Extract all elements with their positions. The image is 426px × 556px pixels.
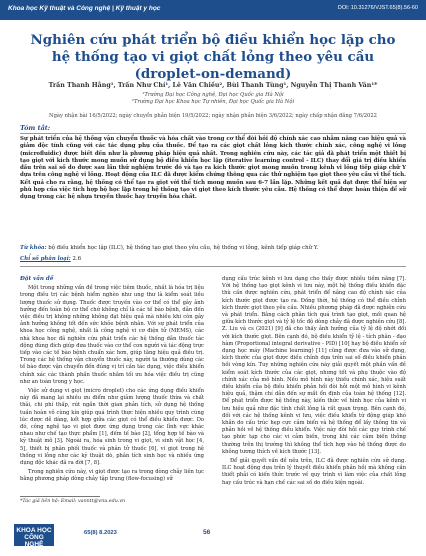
page-footer (0, 522, 426, 556)
abstract-heading: Tóm tắt: (20, 124, 51, 132)
submission-dates: Ngày nhận bài 16/5/2022; ngày chuyển phản biện 19/5/2022; ngày nhận phản biện 3/6/2022; ngày chấp nhận đăng 7/6/2022 (49, 113, 377, 119)
footnote-rule (20, 496, 100, 497)
body-paragraph: Để giải quyết vấn đề nêu trên, ILC đã được nghiên cứu sử dụng. ILC hoạt động dựa trên lý thuyết điều khiển phản hồi mà không cần thiết phải có kiến thức trước về quy trình vì làm việc của chất lỏng hay cấu trúc và hạn chế các sai số do điều kiện ngoài. (222, 458, 406, 486)
journal-name: Khoa học Kỹ thuật và Công nghệ | Kỹ thuật y học (8, 5, 161, 12)
article-title: Nghiên cứu phát triển bộ điều khiển học lặp cho hệ thống tạo vi giọt chất lỏng theo yêu cầu (droplet-on-demand) (30, 32, 396, 82)
body-paragraph: Trong nghiên cứu này, vi giọt được tạo ra trong dòng chảy liên tục bằng phương pháp dòng chảy tập trung (flow-focusing) sử (20, 469, 204, 483)
classification-label: Chỉ số phân loại: (20, 256, 71, 262)
classification-value: 2.6 (72, 256, 82, 262)
body-right-column (222, 276, 406, 489)
abstract-rule (20, 133, 406, 134)
page-number: 56 (203, 529, 211, 536)
abstract-body: Sự phát triển của hệ thống vận chuyển thuốc và hóa chất vào trong cơ thể đòi hỏi độ chính xác cao nhằm nâng cao hiệu quả và giảm độc tính cũng với các tác dụng phụ của thuốc. Để tạo ra các giọt chất lỏng kích thước chính xác, công nghệ vi lỏng (microfluidic) được biết đến như là phương pháp hiệu quả nhất. Trong nghiên cứu này, các tác giả đã phát triển một thiết bị tạo giọt với kích thước mong muốn sử dụng bộ điều khiển học lặp (iterative learning control - ILC) thay đổi giá trị điều khiển đầu trên sai số do được sau lần thử nghiệm trước đó và tạo ra kích thước giọt mong muốn trong kênh vi lỏng tiếp giáp chữ Y dựa trên công nghệ vi lỏng. Hoạt động của ILC đã được kiểm chứng thông qua các thử nghiệm tạo giọt theo yêu cầu vi thể tích. Kết quả cho ra rằng, hệ thống có thể tạo ra giọt với thể tích mong muốn sau 6-7 lần lặp. Những kết quả đạt được thể hiện sự phù hợp của việc tích hợp bộ học lặp trong hệ thống tạo vi giọt theo kích thước yêu cầu. Hệ thống có thể được hoàn thiện để sử dụng trong các hệ nhựa truyền thuốc hay truyền hóa chất. (20, 136, 406, 201)
keywords (20, 245, 406, 252)
keywords-label: Từ khóa: (20, 245, 47, 251)
keywords-text: bộ điều khiển học lặp (ILC), hệ thống tạo giọt theo yêu cầu, hệ thống vi lỏng, kênh tiếp giáp chữ Y. (48, 245, 319, 251)
affiliation-1: ¹Trường Đại học Công nghệ, Đại học Quốc gia Hà Nội (142, 92, 284, 98)
body-paragraph: dụng cấu trúc kênh vi lưu dạng cho thấy được nhiều tiềm năng [7]. Với hệ thống tạo giọt kênh vi lưu này, một hệ thống điều khiển đặc thù cần được nghiên cứu, phát triển để nâng cao độ chính xác của kích thước giọt được tạo ra. Đồng thời, hệ thống có thể điều chỉnh kích thước giọt theo yêu cầu. Nhiều phương pháp đã được nghiên cứu và phát triển. Bằng cách phân tích quá trình tạo giọt, mối quan hệ giữa kích thước giọt và tỷ lệ tốc độ dòng chảy đã được nghiên cứu [8]. Z. Liu và cs (2021) [9] đã cho thấy ảnh hưởng của tỷ lệ độ nhớt đối với kích thước giọt. Bên cạnh đó, bộ điều khiển tỷ lệ - tích phân - đạo hàm (Proportional integral derivative - PID) [10] hay bộ điều khiển sử dụng học máy (Machine learning) [11] cũng được đưa vào sử dụng, kích thước của giọt được điều chỉnh dựa trên sai số điều khiển phản hồi vòng kín. Tuy những nghiên cứu này giải quyết một phần vấn đề kiểm soát kích thước của các giọt, nhưng tốt và phụ thuộc vào độ chính xác của mô hình. Nếu mô hình này thiếu chính xác, hiệu suất điều khiển của bộ điều khiển phản hồi đòi hỏi một mô hình vi kênh hiệu quả, thậm chí dẫn đến sự mất ổn định của toàn hệ thống [12]. Để phát triển được hệ thống này, kiến thức về hình học của kênh vi lưu hiệu quả như đặc tính chất lỏng là rất quan trọng. Bên cạnh đó, đối với các hệ thống kênh vi lưu, việc điều khiển từ động giúp khó khăn do cấu trúc hẹp cực cảm biến và hệ thống để lấy thông tin và phản hồi về hệ thống điều khiển. Việc này đòi hỏi các quy trình chế tạo phức tạp cho các vi cảm biến, trong khi các cảm biến thông thường trên thị trường thì không thể tích hợp vào hệ thống được do không tương thích về kích thước [13]. (222, 276, 406, 455)
issue-info: 65(8) 8.2023 (84, 530, 117, 536)
doi: DOI: 10.31276/VJST.65(8).56-60 (337, 5, 418, 11)
affiliation-2: ²Trường Đại học Khoa học Tự nhiên, Đại học Quốc gia Hà Nội (131, 99, 295, 105)
footnote: *Tác giả liên hệ: Email: vanntt@vnu.edu.vn (20, 499, 126, 504)
body-paragraph: Việc sử dụng vi giọt (micro droplet) cho các ứng dụng điều khiển này đã mang lại nhiều ưu điểm như giảm lượng thuốc thừa và chất thải, chi phí thấp, rút ngắn thời gian phản tích, sử dụng hệ thống tuần hoàn vô cùng kín giúp quá trình thực hiện nhiều quy trình cùng lúc được dễ dàng, kết hợp giữa các giọt có thể điều khiển được. Do đó, công nghệ tạo vi giọt được ứng dụng trong các lĩnh vực khác nhau như chế tạo thực phẩm [1], đếm tế bào [2], tổng hợp tế bào và kỹ thuật mô [3]. Ngoài ra, hóa sinh trong vi giọt, vi sinh vật học [4, 5], thiết bị phân phối thuốc và phân tử thuốc [6], vi giọt trong hệ thống vi lỏng như các kỹ thuật dò, phân tích sinh học và nhiều ứng dụng độc khác đã ra đời [7, 8]. (20, 388, 204, 467)
authors: Trần Thanh Hằng¹, Trần Như Chí¹, Lê Văn Chiều², Bùi Thanh Tùng¹, Nguyễn Thị Thanh Vân¹* (48, 82, 378, 89)
body-paragraph: Một trong những vấn đề trong việc tiêm thuốc, nhất là hóa trị liệu trong điều trị các bệnh hiểm nghèo như ung thư là kiểm soát liều lượng thuốc sử dụng. Thuốc được truyền vào cơ thể có thể gây ảnh hưởng đến toàn bộ cơ thể chứ không chỉ là các tế bào bệnh, dẫn đến việc điều trị không những không đạt hiệu quả mà nhiều khi còn gây ảnh hưởng không tốt đến sức khỏe bệnh nhân. Với sự phát triển của khoa học công nghệ, nhất là công nghệ vi cơ điện tử (MEMS), các nhà khoa học đã nghiên cứu phát triển các hệ thống dẫn thuốc tác động đúng đích giúp đưa thuốc vào cơ thể con người và tác động trực tiếp vào các tế bào bệnh chuẩn xác hơn, giúp tăng hiệu quả điều trị. Trong các hệ thống vận chuyển thuốc này, người ta thường dùng các tế bào được vận chuyển đến đúng vị trí cần tác dụng, việc điều khiển chính xác các thành phần thuốc nhằm tối ưu hóa việc điều trị cũng như an toàn trong y học. (20, 285, 204, 385)
section-rule (20, 266, 406, 267)
journal-logo: KHOA HỌC CÔNG NGHỆ (14, 524, 54, 546)
section-title: Đặt vấn đề (20, 276, 54, 282)
classification (20, 256, 81, 262)
body-left-column (20, 276, 204, 486)
